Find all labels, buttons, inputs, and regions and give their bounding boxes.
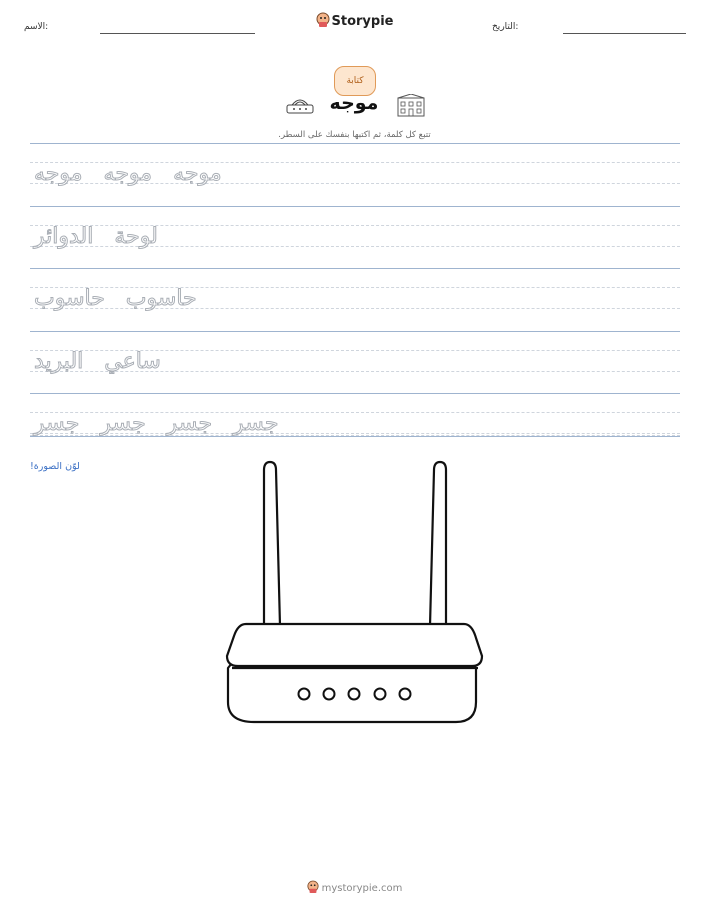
coloring-label: لوّن الصورة! [30,461,80,472]
trace-word: لوحة الدوائر [34,224,158,249]
storypie-logo-icon [307,880,319,897]
trace-word: حاسوب حاسوب [34,286,197,311]
brand-name: Storypie [331,14,394,29]
footer [0,880,709,897]
trace-word: موجه موجه موجه [34,161,222,186]
wifi-router-icon[interactable] [224,458,486,732]
brand [0,12,709,32]
word-title: موجه [329,92,379,114]
footer-site[interactable]: mystorypie.com [321,883,403,894]
name-label: الاسم: [24,22,49,32]
writing-badge: كتابة [334,66,376,96]
trace-word: ساعي البريد [34,349,161,374]
date-line[interactable] [563,33,686,34]
word-row [0,92,709,122]
date-label: التاريخ: [492,22,519,32]
instruction-text: تتبع كل كلمة، ثم اكتبها بنفسك على السطر. [278,130,431,140]
router-sketch-icon [284,96,316,120]
trace-word: جسر جسر جسر جسر [34,411,279,436]
storypie-logo-icon [316,12,330,32]
building-icon [396,94,426,122]
name-line[interactable] [100,33,255,34]
